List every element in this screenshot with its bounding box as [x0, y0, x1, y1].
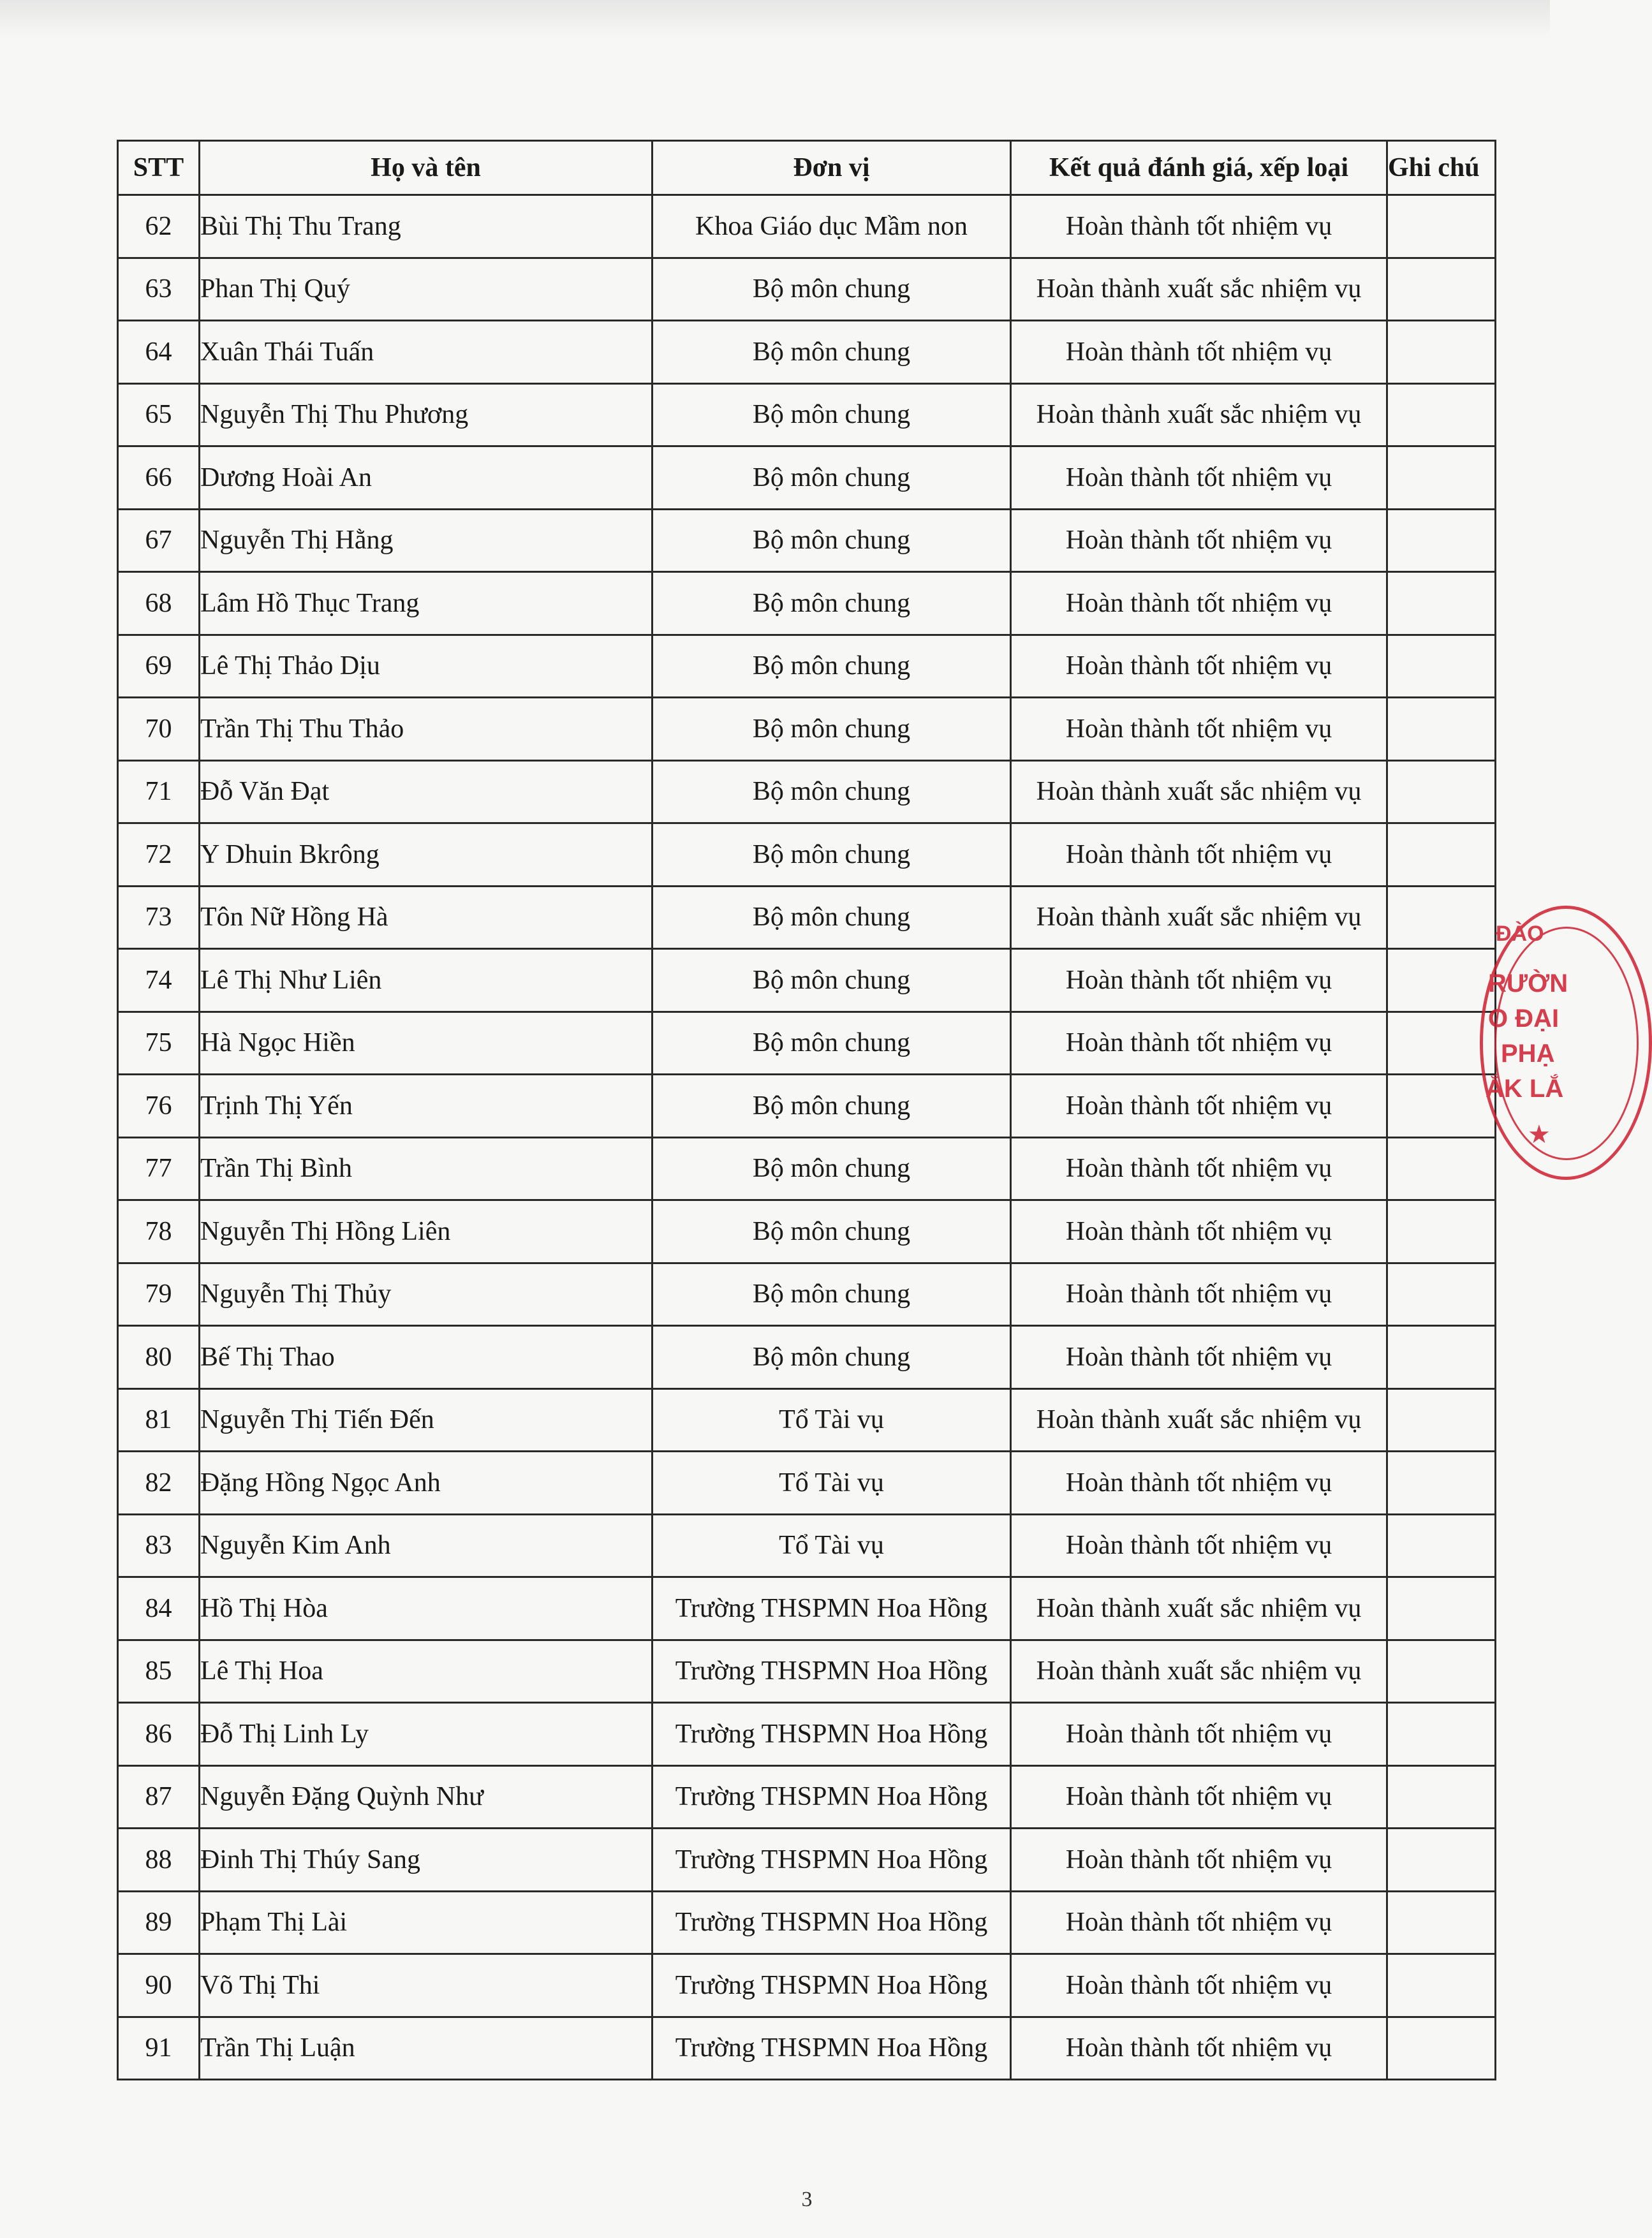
row-note [1387, 823, 1496, 887]
row-stt: 70 [118, 698, 200, 761]
row-name: Võ Thị Thi [200, 1954, 653, 2017]
row-unit: Trường THSPMN Hoa Hồng [653, 1829, 1011, 1892]
row-note [1387, 572, 1496, 635]
row-note [1387, 1075, 1496, 1138]
table-header-row [118, 141, 1496, 195]
row-result: Hoàn thành tốt nhiệm vụ [1011, 1703, 1387, 1766]
row-note [1387, 446, 1496, 510]
row-unit: Bộ môn chung [653, 1075, 1011, 1138]
table-row [118, 1514, 1496, 1577]
row-result: Hoàn thành tốt nhiệm vụ [1011, 1514, 1387, 1577]
table-row [118, 1326, 1496, 1389]
row-note [1387, 1829, 1496, 1892]
row-note [1387, 1954, 1496, 2017]
table-row [118, 1200, 1496, 1263]
row-unit: Bộ môn chung [653, 949, 1011, 1012]
row-unit: Bộ môn chung [653, 1137, 1011, 1200]
row-note [1387, 1577, 1496, 1640]
row-name: Hà Ngọc Hiền [200, 1012, 653, 1075]
row-name: Đỗ Văn Đạt [200, 760, 653, 823]
row-unit: Tổ Tài vụ [653, 1514, 1011, 1577]
row-note [1387, 1514, 1496, 1577]
row-name: Nguyễn Thị Tiến Đến [200, 1388, 653, 1452]
row-note [1387, 1703, 1496, 1766]
row-unit: Tổ Tài vụ [653, 1452, 1011, 1515]
row-result: Hoàn thành xuất sắc nhiệm vụ [1011, 1640, 1387, 1703]
header-result: Kết quả đánh giá, xếp loại [1011, 141, 1387, 195]
row-note [1387, 886, 1496, 949]
table-row [118, 195, 1496, 258]
row-result: Hoàn thành tốt nhiệm vụ [1011, 509, 1387, 572]
row-unit: Bộ môn chung [653, 446, 1011, 510]
row-name: Bùi Thị Thu Trang [200, 195, 653, 258]
row-stt: 80 [118, 1326, 200, 1389]
table-row [118, 760, 1496, 823]
row-unit: Bộ môn chung [653, 258, 1011, 321]
row-stt: 81 [118, 1388, 200, 1452]
table-row [118, 823, 1496, 887]
row-result: Hoàn thành tốt nhiệm vụ [1011, 1137, 1387, 1200]
seal-text-line: O ĐẠI [1488, 1005, 1560, 1033]
row-name: Lê Thị Như Liên [200, 949, 653, 1012]
row-stt: 86 [118, 1703, 200, 1766]
row-stt: 83 [118, 1514, 200, 1577]
star-icon: ★ [1528, 1120, 1551, 1149]
row-note [1387, 1765, 1496, 1829]
seal-text-line: RƯỜN [1488, 969, 1568, 998]
row-result: Hoàn thành tốt nhiệm vụ [1011, 195, 1387, 258]
row-note [1387, 321, 1496, 384]
row-result: Hoàn thành tốt nhiệm vụ [1011, 1765, 1387, 1829]
row-unit: Bộ môn chung [653, 383, 1011, 446]
row-unit: Trường THSPMN Hoa Hồng [653, 1703, 1011, 1766]
row-unit: Bộ môn chung [653, 886, 1011, 949]
row-stt: 91 [118, 2017, 200, 2080]
row-unit: Bộ môn chung [653, 823, 1011, 887]
table-row [118, 1703, 1496, 1766]
row-result: Hoàn thành tốt nhiệm vụ [1011, 1829, 1387, 1892]
table-row [118, 1765, 1496, 1829]
row-stt: 82 [118, 1452, 200, 1515]
table-row [118, 1263, 1496, 1326]
row-name: Phạm Thị Lài [200, 1891, 653, 1954]
row-stt: 76 [118, 1075, 200, 1138]
scan-shadow [0, 0, 1550, 38]
row-note [1387, 195, 1496, 258]
official-seal [1480, 906, 1652, 1180]
table-row [118, 572, 1496, 635]
row-unit: Bộ môn chung [653, 1200, 1011, 1263]
header-stt: STT [118, 141, 200, 195]
row-unit: Bộ môn chung [653, 760, 1011, 823]
seal-text-line: ẮK LẮ [1486, 1075, 1564, 1103]
table-row [118, 383, 1496, 446]
row-stt: 72 [118, 823, 200, 887]
row-stt: 88 [118, 1829, 200, 1892]
row-note [1387, 635, 1496, 698]
row-unit: Bộ môn chung [653, 1263, 1011, 1326]
row-unit: Trường THSPMN Hoa Hồng [653, 1954, 1011, 2017]
row-name: Tôn Nữ Hồng Hà [200, 886, 653, 949]
row-name: Phan Thị Quý [200, 258, 653, 321]
row-unit: Bộ môn chung [653, 698, 1011, 761]
row-name: Nguyễn Thị Thu Phương [200, 383, 653, 446]
row-stt: 63 [118, 258, 200, 321]
row-result: Hoàn thành xuất sắc nhiệm vụ [1011, 258, 1387, 321]
row-note [1387, 760, 1496, 823]
row-unit: Bộ môn chung [653, 1326, 1011, 1389]
row-name: Trần Thị Luận [200, 2017, 653, 2080]
row-stt: 77 [118, 1137, 200, 1200]
row-result: Hoàn thành xuất sắc nhiệm vụ [1011, 383, 1387, 446]
table-row [118, 1137, 1496, 1200]
row-result: Hoàn thành tốt nhiệm vụ [1011, 1263, 1387, 1326]
header-note: Ghi chú [1387, 141, 1496, 195]
row-note [1387, 1137, 1496, 1200]
row-name: Lê Thị Thảo Dịu [200, 635, 653, 698]
row-result: Hoàn thành tốt nhiệm vụ [1011, 572, 1387, 635]
row-note [1387, 1326, 1496, 1389]
row-unit: Trường THSPMN Hoa Hồng [653, 1891, 1011, 1954]
row-name: Đỗ Thị Linh Ly [200, 1703, 653, 1766]
row-note [1387, 1012, 1496, 1075]
table-row [118, 886, 1496, 949]
row-stt: 67 [118, 509, 200, 572]
row-name: Xuân Thái Tuấn [200, 321, 653, 384]
row-result: Hoàn thành tốt nhiệm vụ [1011, 1012, 1387, 1075]
table-row [118, 949, 1496, 1012]
row-note [1387, 509, 1496, 572]
row-note [1387, 258, 1496, 321]
row-unit: Bộ môn chung [653, 635, 1011, 698]
table-row [118, 1640, 1496, 1703]
row-unit: Trường THSPMN Hoa Hồng [653, 1640, 1011, 1703]
row-stt: 87 [118, 1765, 200, 1829]
header-name: Họ và tên [200, 141, 653, 195]
table-row [118, 1452, 1496, 1515]
table-row [118, 1829, 1496, 1892]
table-body [118, 195, 1496, 2080]
row-result: Hoàn thành tốt nhiệm vụ [1011, 698, 1387, 761]
seal-text-line: ĐÀO [1496, 922, 1544, 946]
table-row [118, 2017, 1496, 2080]
row-name: Đặng Hồng Ngọc Anh [200, 1452, 653, 1515]
table-row [118, 1388, 1496, 1452]
row-note [1387, 1640, 1496, 1703]
table-row [118, 258, 1496, 321]
table-row [118, 1075, 1496, 1138]
row-note [1387, 383, 1496, 446]
row-result: Hoàn thành tốt nhiệm vụ [1011, 321, 1387, 384]
row-name: Trịnh Thị Yến [200, 1075, 653, 1138]
row-stt: 62 [118, 195, 200, 258]
table-row [118, 698, 1496, 761]
row-name: Dương Hoài An [200, 446, 653, 510]
row-unit: Trường THSPMN Hoa Hồng [653, 1765, 1011, 1829]
table-row [118, 509, 1496, 572]
row-result: Hoàn thành tốt nhiệm vụ [1011, 949, 1387, 1012]
row-unit: Bộ môn chung [653, 321, 1011, 384]
row-note [1387, 2017, 1496, 2080]
row-note [1387, 698, 1496, 761]
table-row [118, 1891, 1496, 1954]
table-row [118, 1012, 1496, 1075]
row-result: Hoàn thành xuất sắc nhiệm vụ [1011, 760, 1387, 823]
row-note [1387, 1452, 1496, 1515]
row-name: Nguyễn Đặng Quỳnh Như [200, 1765, 653, 1829]
row-result: Hoàn thành tốt nhiệm vụ [1011, 823, 1387, 887]
row-name: Đinh Thị Thúy Sang [200, 1829, 653, 1892]
row-stt: 89 [118, 1891, 200, 1954]
table-row [118, 321, 1496, 384]
row-result: Hoàn thành tốt nhiệm vụ [1011, 1891, 1387, 1954]
row-name: Lê Thị Hoa [200, 1640, 653, 1703]
row-unit: Khoa Giáo dục Mầm non [653, 195, 1011, 258]
table-row [118, 446, 1496, 510]
row-name: Nguyễn Thị Thủy [200, 1263, 653, 1326]
row-result: Hoàn thành tốt nhiệm vụ [1011, 1200, 1387, 1263]
row-note [1387, 1891, 1496, 1954]
table-row [118, 635, 1496, 698]
row-result: Hoàn thành xuất sắc nhiệm vụ [1011, 886, 1387, 949]
row-result: Hoàn thành xuất sắc nhiệm vụ [1011, 1577, 1387, 1640]
row-unit: Trường THSPMN Hoa Hồng [653, 1577, 1011, 1640]
row-result: Hoàn thành tốt nhiệm vụ [1011, 2017, 1387, 2080]
header-unit: Đơn vị [653, 141, 1011, 195]
row-name: Nguyễn Thị Hằng [200, 509, 653, 572]
row-name: Nguyễn Thị Hồng Liên [200, 1200, 653, 1263]
row-result: Hoàn thành tốt nhiệm vụ [1011, 1954, 1387, 2017]
row-stt: 73 [118, 886, 200, 949]
row-unit: Bộ môn chung [653, 572, 1011, 635]
row-name: Trần Thị Thu Thảo [200, 698, 653, 761]
row-unit: Tổ Tài vụ [653, 1388, 1011, 1452]
row-unit: Bộ môn chung [653, 509, 1011, 572]
row-result: Hoàn thành xuất sắc nhiệm vụ [1011, 1388, 1387, 1452]
row-note [1387, 1388, 1496, 1452]
row-name: Bế Thị Thao [200, 1326, 653, 1389]
table-row [118, 1577, 1496, 1640]
row-stt: 85 [118, 1640, 200, 1703]
row-note [1387, 1263, 1496, 1326]
row-result: Hoàn thành tốt nhiệm vụ [1011, 635, 1387, 698]
row-stt: 66 [118, 446, 200, 510]
evaluation-table [117, 140, 1496, 2080]
row-stt: 78 [118, 1200, 200, 1263]
row-unit: Trường THSPMN Hoa Hồng [653, 2017, 1011, 2080]
row-name: Y Dhuin Bkrông [200, 823, 653, 887]
row-name: Hồ Thị Hòa [200, 1577, 653, 1640]
row-stt: 65 [118, 383, 200, 446]
row-result: Hoàn thành tốt nhiệm vụ [1011, 1452, 1387, 1515]
row-note [1387, 1200, 1496, 1263]
row-stt: 74 [118, 949, 200, 1012]
row-name: Nguyễn Kim Anh [200, 1514, 653, 1577]
page-number: 3 [801, 2188, 813, 2211]
row-stt: 68 [118, 572, 200, 635]
row-stt: 71 [118, 760, 200, 823]
row-stt: 84 [118, 1577, 200, 1640]
row-note [1387, 949, 1496, 1012]
row-result: Hoàn thành tốt nhiệm vụ [1011, 1075, 1387, 1138]
row-stt: 64 [118, 321, 200, 384]
table-row [118, 1954, 1496, 2017]
row-unit: Bộ môn chung [653, 1012, 1011, 1075]
row-name: Lâm Hồ Thục Trang [200, 572, 653, 635]
row-stt: 90 [118, 1954, 200, 2017]
row-stt: 69 [118, 635, 200, 698]
row-stt: 79 [118, 1263, 200, 1326]
row-name: Trần Thị Bình [200, 1137, 653, 1200]
seal-text-line: PHẠ [1501, 1040, 1555, 1068]
row-result: Hoàn thành tốt nhiệm vụ [1011, 446, 1387, 510]
row-stt: 75 [118, 1012, 200, 1075]
row-result: Hoàn thành tốt nhiệm vụ [1011, 1326, 1387, 1389]
